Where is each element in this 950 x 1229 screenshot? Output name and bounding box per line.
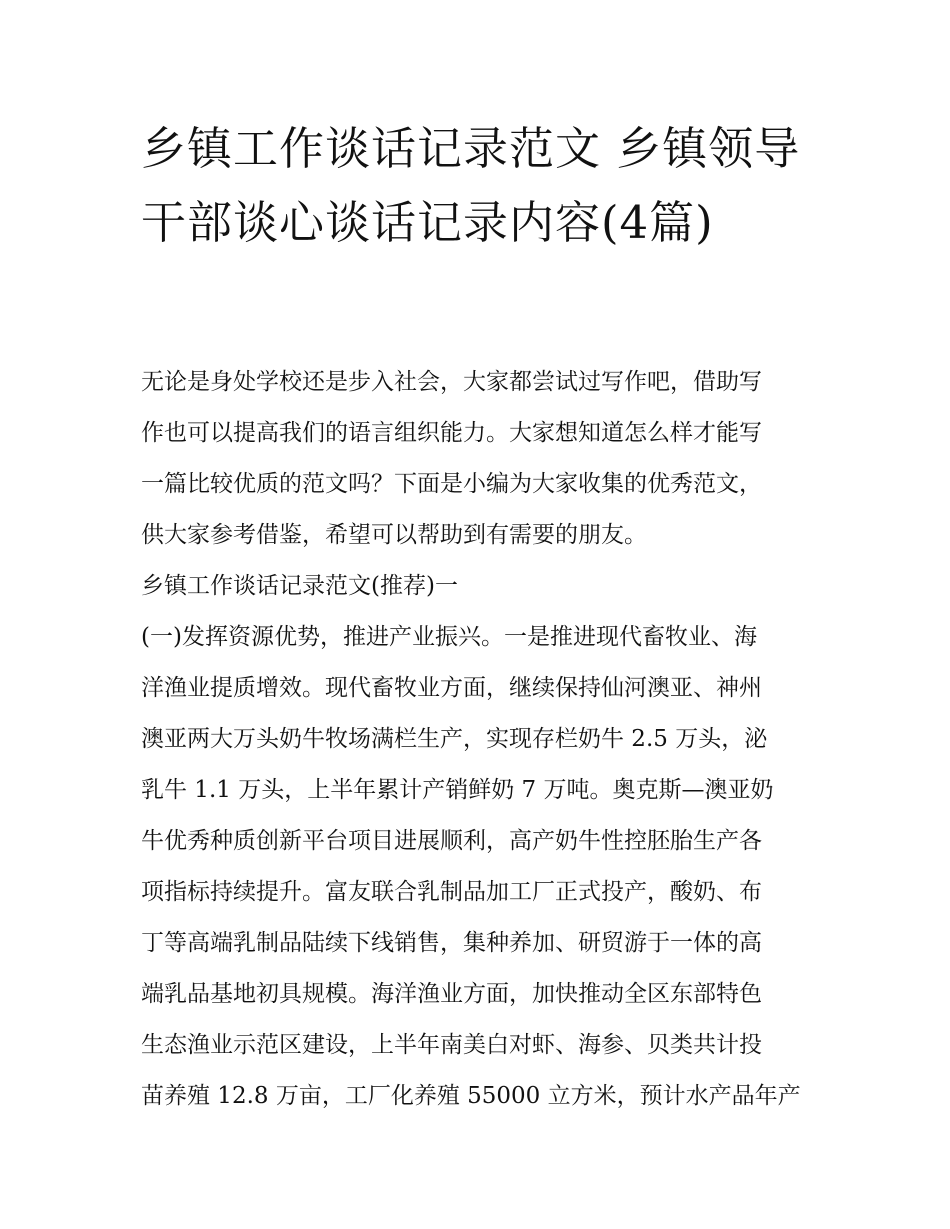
section-heading-text: 乡镇工作谈话记录范文(推荐)一 <box>141 573 458 599</box>
text-line: 作也可以提高我们的语言组织能力。大家想知道怎么样才能写 <box>141 420 762 446</box>
intro-paragraph <box>141 357 813 561</box>
text-line: 无论是身处学校还是步入社会，大家都尝试过写作吧，借助写 <box>141 369 762 395</box>
document-title: 乡镇工作谈话记录范文 乡镇领导干部谈心谈话记录内容(4篇) <box>141 122 801 249</box>
text-line: 端乳品基地初具规模。海洋渔业方面，加快推动全区东部特色 <box>141 981 762 1007</box>
text-line: 牛优秀种质创新平台项目进展顺利，高产奶牛性控胚胎生产各 <box>141 828 762 854</box>
text-line: 丁等高端乳制品陆续下线销售，集种养加、研贸游于一体的高 <box>141 930 762 956</box>
text-line: 澳亚两大万头奶牛牧场满栏生产，实现存栏奶牛 2.5 万头，泌 <box>141 726 768 752</box>
text-line: 乳牛 1.1 万头，上半年累计产销鲜奶 7 万吨。奥克斯—澳亚奶 <box>141 777 774 803</box>
text-line: 项指标持续提升。富友联合乳制品加工厂正式投产，酸奶、布 <box>141 879 762 905</box>
text-line: 供大家参考借鉴，希望可以帮助到有需要的朋友。 <box>141 522 647 548</box>
text-line: 洋渔业提质增效。现代畜牧业方面，继续保持仙河澳亚、神州 <box>141 675 762 701</box>
text-line: 生态渔业示范区建设，上半年南美白对虾、海参、贝类共计投 <box>141 1032 762 1058</box>
document-body <box>141 357 813 1122</box>
text-line: (一)发挥资源优势，推进产业振兴。一是推进现代畜牧业、海 <box>141 624 757 650</box>
section-paragraph <box>141 612 813 1122</box>
text-line: 苗养殖 12.8 万亩，工厂化养殖 55000 立方米，预计水产品年产 <box>141 1083 801 1109</box>
text-line: 一篇比较优质的范文吗？下面是小编为大家收集的优秀范文， <box>141 471 762 497</box>
section-heading <box>141 561 813 612</box>
